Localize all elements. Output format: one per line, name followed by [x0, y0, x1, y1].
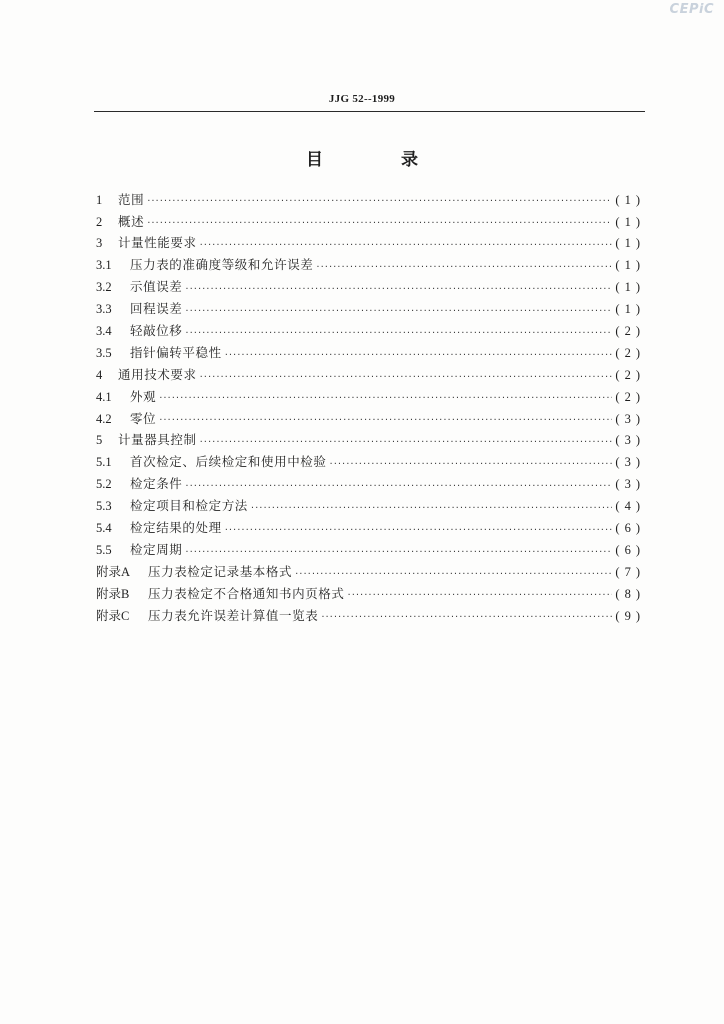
toc-entry-page: (4)	[615, 499, 645, 514]
toc-dot-leader	[348, 588, 613, 601]
toc-entry-title: 概述	[118, 213, 145, 229]
toc-dot-leader	[159, 413, 612, 426]
toc-dot-leader	[200, 370, 613, 383]
toc-entry-title: 回程误差	[130, 301, 183, 317]
toc-entry[interactable]	[96, 605, 645, 627]
header-rule	[94, 111, 645, 112]
toc-entry-title: 首次检定、后续检定和使用中检验	[130, 454, 327, 470]
toc-entry-number: 5	[96, 433, 103, 448]
toc-entry-title: 计量器具控制	[118, 432, 197, 448]
toc-dot-leader	[200, 435, 613, 448]
toc-entry-number: 5.5	[96, 542, 112, 557]
toc-dot-leader	[225, 523, 613, 536]
toc-entry-number: 3	[96, 236, 103, 251]
toc-entry-page: (2)	[615, 367, 645, 382]
toc-entry-title: 指针偏转平稳性	[130, 344, 222, 360]
toc-entry-page: (6)	[615, 521, 645, 536]
toc-entry[interactable]	[96, 255, 645, 277]
toc-entry-title: 检定项目和检定方法	[130, 498, 248, 514]
toc-dot-leader	[185, 326, 612, 339]
toc-entry-title: 通用技术要求	[118, 366, 197, 382]
toc-entry[interactable]	[96, 364, 645, 386]
toc-entry-number: 附录B	[96, 586, 130, 601]
toc-entry-page: (2)	[615, 345, 645, 360]
toc-entry-page: (8)	[615, 586, 645, 601]
toc-entry[interactable]	[96, 298, 645, 320]
toc-entry-number: 3.2	[96, 280, 112, 295]
toc-entry[interactable]	[96, 342, 645, 364]
toc-entry-number: 附录A	[96, 564, 131, 579]
toc-entry-number: 3.1	[96, 258, 112, 273]
toc-dot-leader	[147, 194, 612, 207]
toc-dot-leader	[200, 238, 613, 251]
toc-dot-leader	[225, 348, 613, 361]
cepic-watermark: CEPiC	[669, 2, 714, 17]
toc-dot-leader	[295, 567, 612, 580]
toc-entry[interactable]	[96, 474, 645, 496]
toc-dot-leader	[330, 457, 613, 470]
toc-entry-title: 压力表的准确度等级和允许误差	[130, 257, 314, 273]
toc-entry-title: 检定周期	[130, 541, 183, 557]
toc-entry-number: 5.2	[96, 477, 112, 492]
toc-entry-title: 检定条件	[130, 476, 183, 492]
toc-entry-page: (3)	[615, 477, 645, 492]
toc-entry[interactable]	[96, 320, 645, 342]
toc-entry-title: 示值误差	[130, 279, 183, 295]
running-header: JJG 52--1999	[328, 93, 396, 105]
toc-entry-number: 5.3	[96, 499, 112, 514]
toc-entry[interactable]	[96, 561, 645, 583]
toc-entry-page: (1)	[615, 214, 645, 229]
toc-entry-page: (7)	[615, 564, 645, 579]
toc-entry-number: 4.2	[96, 411, 112, 426]
toc-entry[interactable]	[96, 233, 645, 255]
toc-entry-title: 检定结果的处理	[130, 520, 222, 536]
toc-entry-number: 3.3	[96, 302, 112, 317]
toc-entry-title: 范围	[118, 191, 145, 207]
toc-entry-number: 附录C	[96, 608, 130, 623]
toc-entry-number: 3.4	[96, 324, 112, 339]
toc-entry-page: (2)	[615, 324, 645, 339]
toc-entry-number: 2	[96, 214, 103, 229]
toc-entry-page: (9)	[615, 608, 645, 623]
table-of-contents	[96, 189, 645, 627]
toc-dot-leader	[316, 260, 612, 273]
toc-entry-page: (1)	[615, 258, 645, 273]
toc-entry-page: (3)	[615, 411, 645, 426]
toc-dot-leader	[185, 479, 612, 492]
toc-dot-leader	[147, 216, 612, 229]
toc-entry[interactable]	[96, 583, 645, 605]
toc-entry[interactable]	[96, 430, 645, 452]
toc-entry[interactable]	[96, 189, 645, 211]
toc-entry-number: 3.5	[96, 345, 112, 360]
toc-entry-title: 压力表检定不合格通知书内页格式	[148, 585, 345, 601]
toc-entry[interactable]	[96, 452, 645, 474]
toc-entry-title: 计量性能要求	[118, 235, 197, 251]
toc-entry-page: (1)	[615, 280, 645, 295]
toc-entry[interactable]	[96, 495, 645, 517]
toc-entry-page: (1)	[615, 236, 645, 251]
toc-entry-number: 5.1	[96, 455, 112, 470]
toc-entry-page: (3)	[615, 433, 645, 448]
toc-entry-page: (1)	[615, 192, 645, 207]
toc-entry[interactable]	[96, 408, 645, 430]
toc-entry-page: (6)	[615, 542, 645, 557]
toc-entry[interactable]	[96, 211, 645, 233]
page-title: 目 录	[306, 150, 454, 170]
toc-entry-title: 轻敲位移	[130, 323, 183, 339]
toc-entry-page: (2)	[615, 389, 645, 404]
toc-entry[interactable]	[96, 277, 645, 299]
toc-entry-title: 外观	[130, 388, 157, 404]
toc-entry-page: (3)	[615, 455, 645, 470]
toc-dot-leader	[159, 391, 612, 404]
toc-dot-leader	[321, 610, 612, 623]
toc-dot-leader	[185, 545, 612, 558]
toc-entry-title: 压力表允许误差计算值一览表	[148, 607, 319, 623]
toc-entry-title: 压力表检定记录基本格式	[148, 563, 293, 579]
toc-dot-leader	[185, 282, 612, 295]
toc-dot-leader	[185, 304, 612, 317]
toc-entry-number: 5.4	[96, 521, 112, 536]
toc-entry[interactable]	[96, 386, 645, 408]
toc-entry-number: 1	[96, 192, 103, 207]
toc-entry-page: (1)	[615, 302, 645, 317]
toc-entry[interactable]	[96, 539, 645, 561]
toc-entry-number: 4.1	[96, 389, 112, 404]
toc-entry-title: 零位	[130, 410, 157, 426]
toc-entry[interactable]	[96, 517, 645, 539]
toc-dot-leader	[251, 501, 613, 514]
toc-entry-number: 4	[96, 367, 103, 382]
